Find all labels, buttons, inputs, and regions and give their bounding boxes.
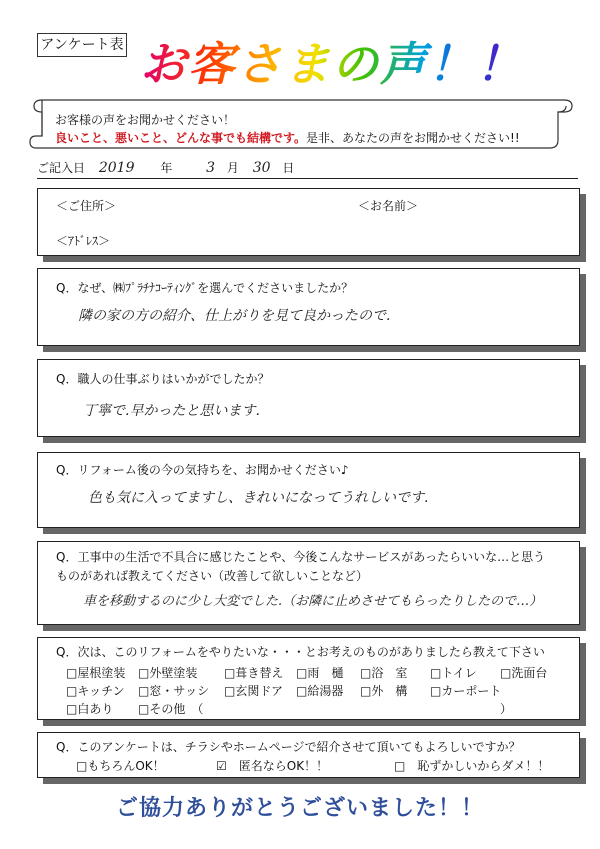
option-reroof[interactable]: □葺き替え <box>224 666 284 680</box>
question-box-4 <box>37 541 580 625</box>
option-carport[interactable]: □カーポート <box>430 684 502 698</box>
wishlist-box <box>37 637 580 720</box>
option-bathroom[interactable]: □浴 室 <box>360 666 408 680</box>
option-washbasin[interactable]: □洗面台 <box>500 666 548 680</box>
intro-line-2 <box>55 129 520 146</box>
question-2: Q．職人の仕事ぶりはいかがでしたか？ <box>56 372 270 386</box>
question-1: Q．なぜ、㈱ﾌﾟﾗﾁﾅｺｰﾃｨﾝｸﾞを選んでくださいましたか？ <box>56 281 354 295</box>
answer-1: 隣の家の方の紹介、仕上がりを見て良かったので. <box>78 308 391 324</box>
publish-option-anonymous[interactable]: ☑ 匿名ならOK！！ <box>216 759 329 773</box>
survey-tag: アンケート表 <box>37 33 127 57</box>
date-year: 2019 <box>98 160 135 176</box>
option-other-close: ） <box>500 702 513 716</box>
answer-2: 丁寧で.早かったと思います. <box>83 403 260 419</box>
intro-line-1: お客様の声をお聞かせください！ <box>55 113 236 127</box>
publish-question: Q．このアンケートは、チラシやホームページで紹介させて頂いてもよろしいですか？ <box>56 740 521 754</box>
date-month-unit: 月 <box>226 161 239 175</box>
address-label: ＜ご住所＞ <box>56 199 117 213</box>
option-window[interactable]: □窓・サッシ <box>138 684 210 698</box>
date-row <box>37 159 294 176</box>
option-termite[interactable]: □白あり <box>66 702 114 716</box>
option-kitchen[interactable]: □キッチン <box>66 684 125 698</box>
intro-rest: 是非、あなたの声をお聞かせください!! <box>306 131 520 145</box>
question-3: Q．リフォーム後の今の気持ちを、お聞かせください♪ <box>56 463 349 477</box>
name-label: ＜お名前＞ <box>358 199 419 213</box>
email-label: ＜ｱﾄﾞﾚｽ＞ <box>56 234 111 248</box>
date-year-unit: 年 <box>160 161 173 175</box>
question-box-2 <box>37 359 580 437</box>
option-roof-paint[interactable]: □屋根塗装 <box>66 666 126 680</box>
publish-option-no[interactable]: □ 恥ずかしいからダメ！！ <box>394 759 550 773</box>
date-day: 30 <box>252 160 271 176</box>
answer-3: 色も気に入ってますし、きれいになってうれしいです. <box>88 490 429 506</box>
thanks-message: ご協力ありがとうございました！！ <box>115 796 484 821</box>
question-4: Q．工事中の生活で不具合に感じたことや、今後こんなサービスがあったらいいな…と思う <box>56 550 546 564</box>
option-gutter[interactable]: □雨 樋 <box>296 666 344 680</box>
option-toilet[interactable]: □トイレ <box>430 666 477 680</box>
question-box-1 <box>37 268 580 346</box>
page-title: お客さまの声！！ <box>140 28 524 94</box>
customer-info-box <box>37 188 580 256</box>
wishlist-question: Q．次は、このリフォームをやりたいな・・・とお考えのものがありましたら教えて下さい <box>56 645 545 659</box>
option-water-heater[interactable]: □給湯器 <box>296 684 344 698</box>
intro-emphasis: 良いこと、悪いこと、どんな事でも結構です。 <box>55 131 307 145</box>
answer-4: 車を移動するのに少し大変でした.（お隣に止めさせてもらったりしたので…） <box>83 594 543 609</box>
date-month: 3 <box>206 160 216 176</box>
publish-option-yes[interactable]: □もちろんOK！ <box>76 759 165 773</box>
date-label: ご記入日 <box>37 161 86 175</box>
option-other[interactable]: □その他 （ <box>138 702 204 716</box>
publish-box <box>37 732 580 778</box>
date-divider <box>37 178 578 179</box>
question-4-cont: ものがあれば教えてください（改善して欲しいことなど） <box>56 569 369 583</box>
option-wall-paint[interactable]: □外壁塗装 <box>138 666 198 680</box>
date-day-unit: 日 <box>282 161 295 175</box>
option-exterior[interactable]: □外 構 <box>360 684 408 698</box>
option-entrance-door[interactable]: □玄関ドア <box>224 684 283 698</box>
question-box-3 <box>37 452 580 528</box>
